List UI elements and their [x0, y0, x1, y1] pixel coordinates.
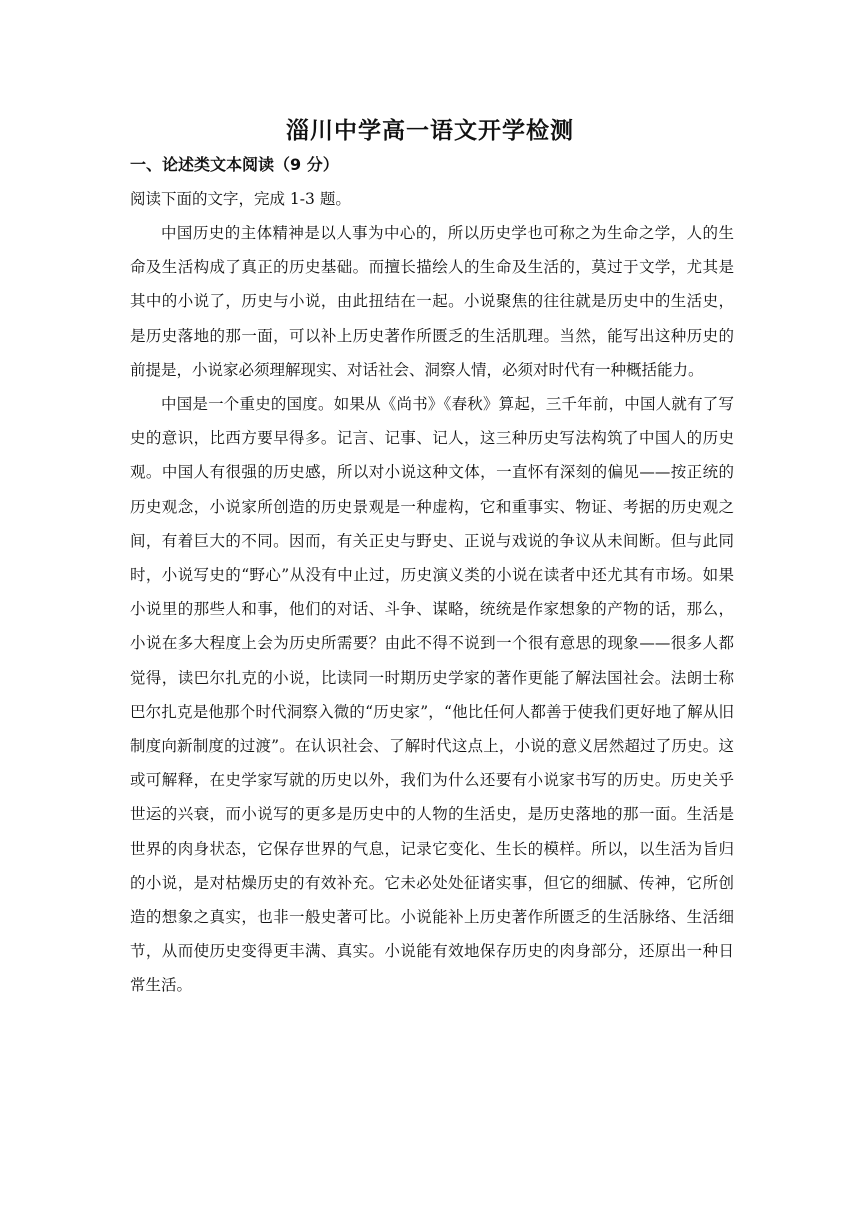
page-title: 淄川中学高一语文开学检测 — [286, 118, 574, 144]
content-area — [130, 152, 734, 1003]
paragraph-1: 中国历史的主体精神是以人事为中心的，所以历史学也可称之为生命之学，人的生命及生活构成了真正的历史基础。而擅长描绘人的生命及生活的，莫过于文学，尤其是其中的小说了，历史与小说，由此扭结在一起。小说聚焦的往往就是历史中的生活史，是历史落地的那一面，可以补上历史著作所匮乏的生活肌理。当然，能写出这种历史的前提是，小说家必须理解现实、对话社会、洞察人情，必须对时代有一种概括能力。 — [130, 224, 734, 379]
paragraph-2: 中国是一个重史的国度。如果从《尚书》《春秋》算起，三千年前，中国人就有了写史的意识，比西方要早得多。记言、记事、记人，这三种历史写法构筑了中国人的历史观。中国人有很强的历史感，所以对小说这种文体，一直怀有深刻的偏见——按正统的历史观念，小说家所创造的历史景观是一种虚构，它和重事实、物证、考据的历史观之间，有着巨大的不同。因而，有关正史与野史、正说与戏说的争议从未间断。但与此同时，小说写史的“野心”从没有中止过，历史演义类的小说在读者中还尤其有市场。如果小说里的那些人和事，他们的对话、斗争、谋略，统统是作家想象的产物的话，那么，小说在多大程度上会为历史所需要？由此不得不说到一个很有意思的现象——很多人都觉得，读巴尔扎克的小说，比读同一时期历史学家的著作更能了解法国社会。法朗士称巴尔扎克是他那个时代洞察入微的“历史家”，“他比任何人都善于使我们更好地了解从旧制度向新制度的过渡”。在认识社会、了解时代这点上，小说的意义居然超过了历史。这或可解释，在史学家写就的历史以外，我们为什么还要有小说家书写的历史。历史关乎世运的兴衰，而小说写的更多是历史中的人物的生活史，是历史落地的那一面。生活是世界的肉身状态，它保存世界的气息，记录它变化、生长的模样。所以，以生活为旨归的小说，是对枯燥历史的有效补充。它未必处处征诸实事，但它的细腻、传神，它所创造的想象之真实，也非一般史著可比。小说能补上历史著作所匮乏的生活脉络、生活细节，从而使历史变得更丰满、真实。小说能有效地保存历史的肉身部分，还原出一种日常生活。 — [130, 395, 734, 995]
reading-instruction: 阅读下面的文字，完成 1-3 题。 — [130, 190, 351, 208]
section-heading: 一、论述类文本阅读（9 分） — [130, 155, 339, 174]
